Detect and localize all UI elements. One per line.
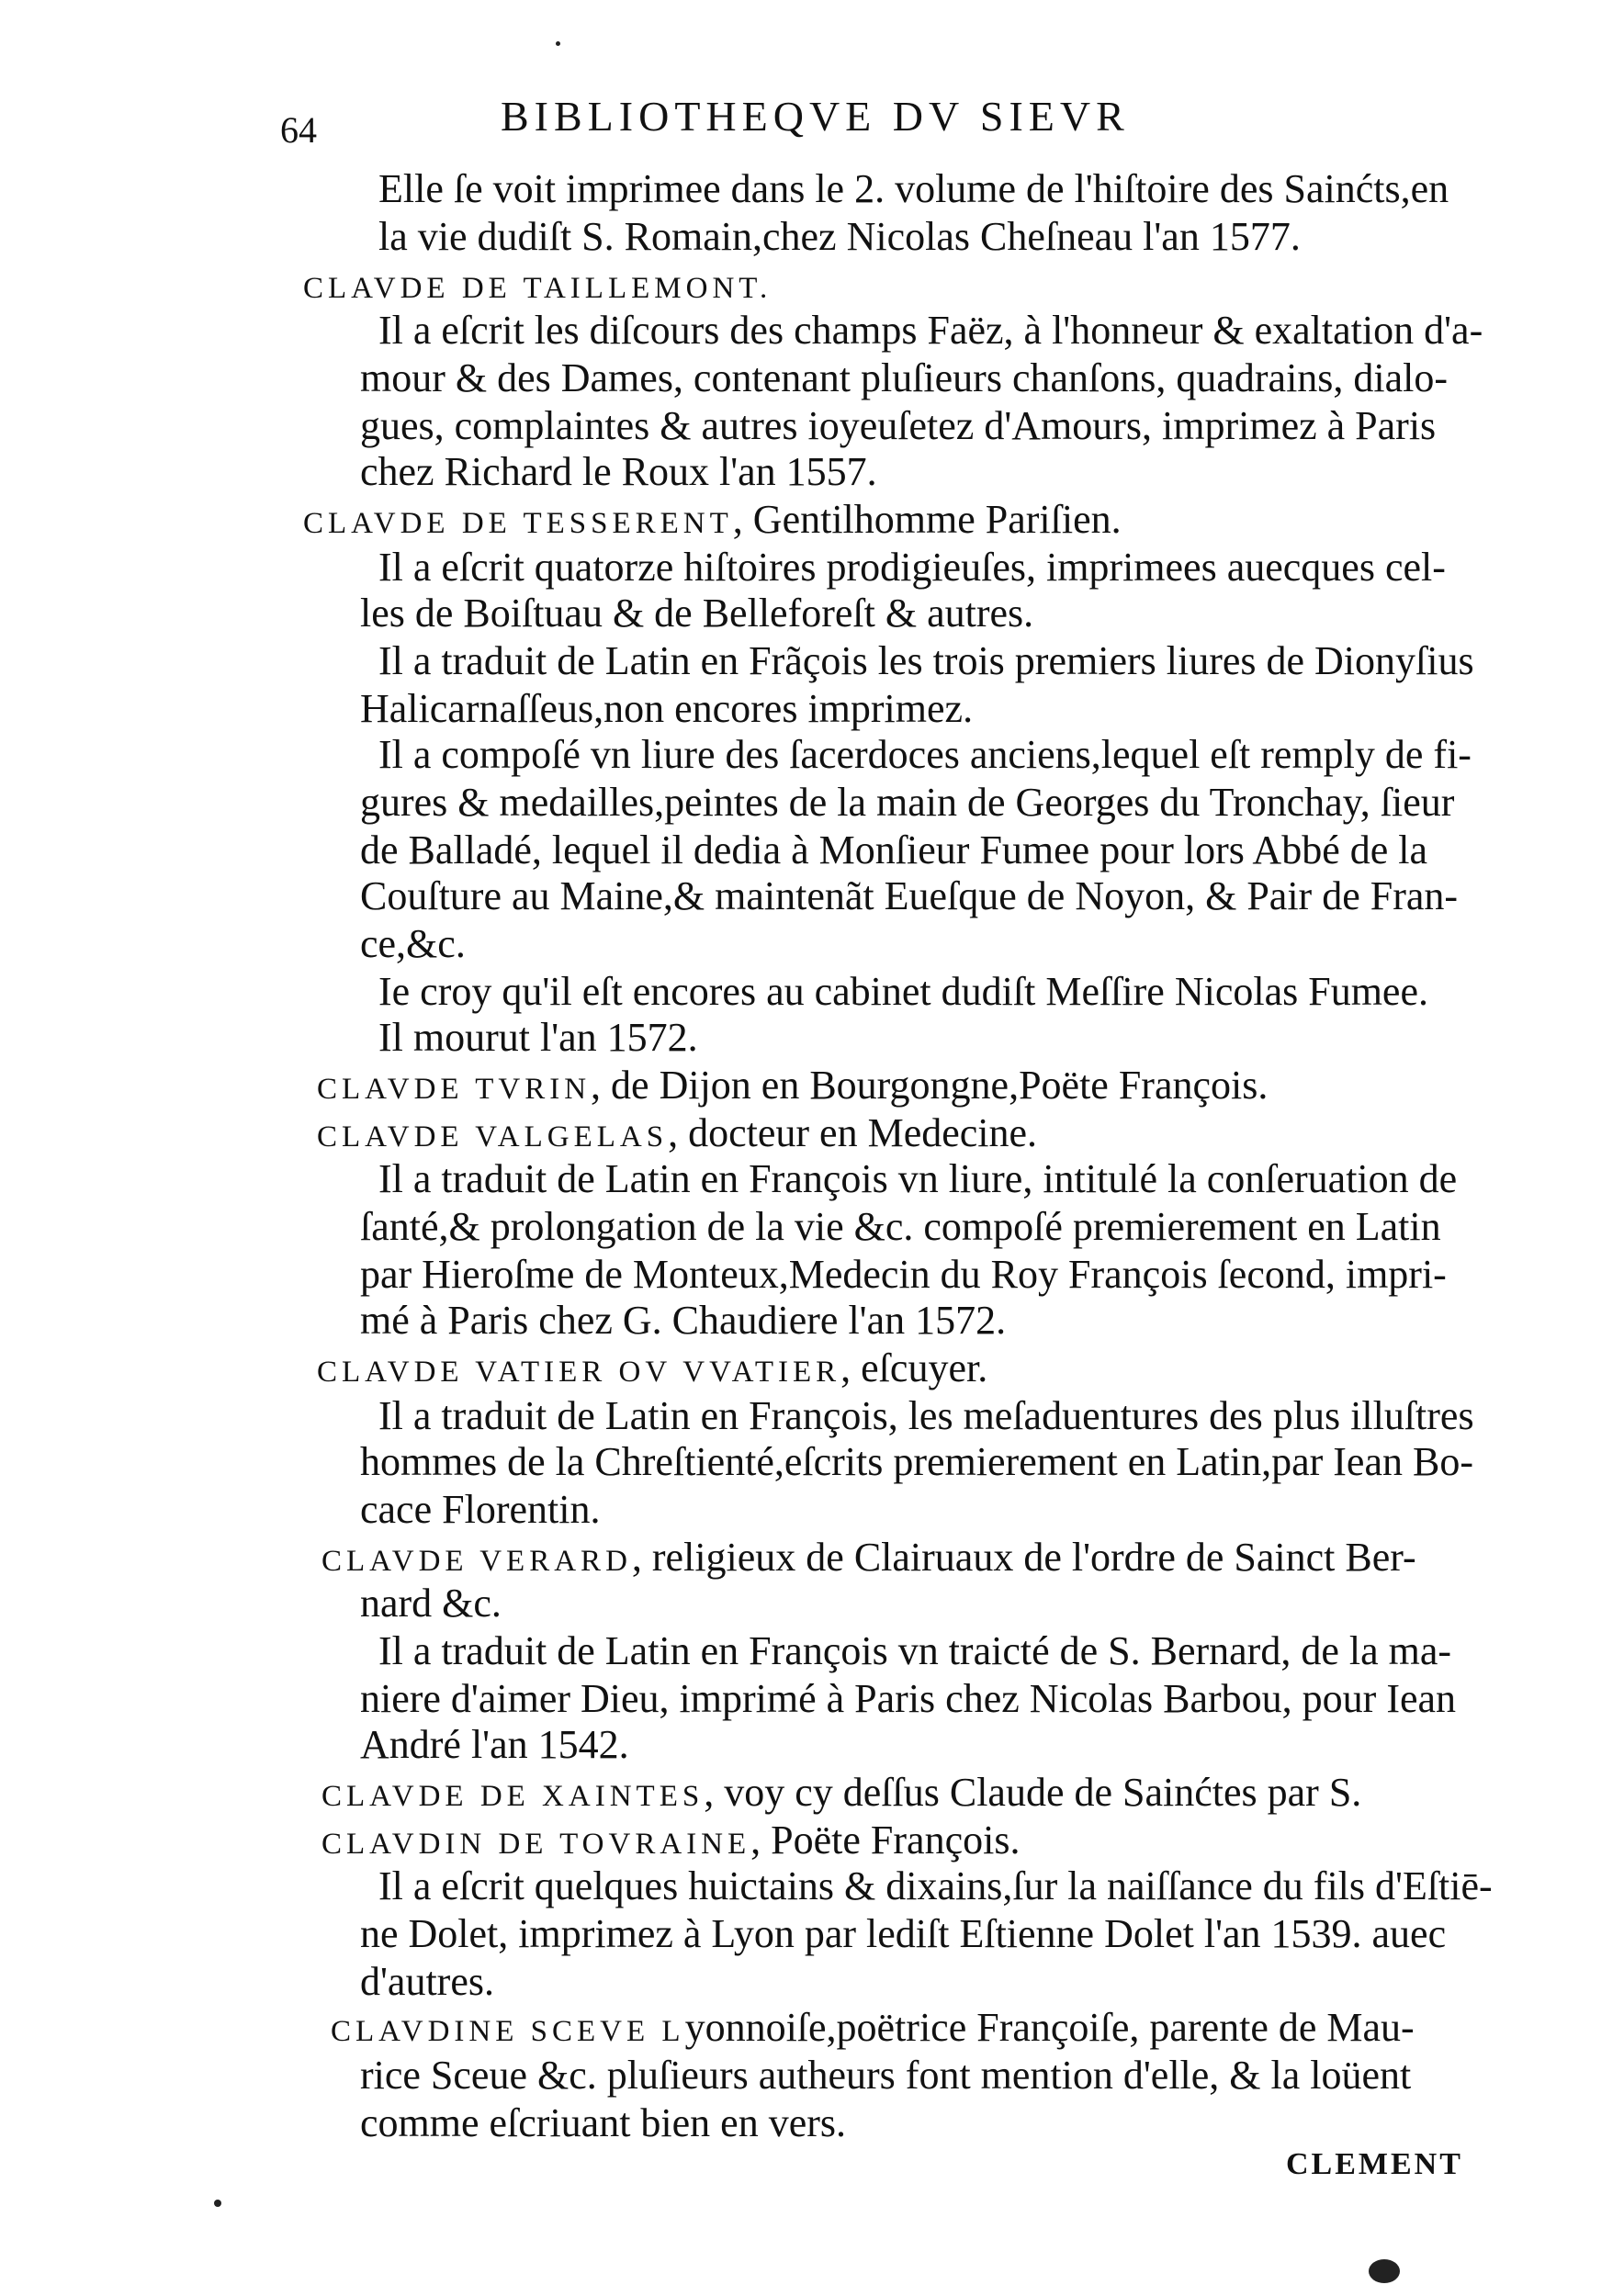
entry-name: CLAVDE VATIER OV VVATIER — [317, 1356, 841, 1389]
entry-description: . — [759, 272, 773, 305]
entry-description: , Poëte François. — [750, 1818, 1021, 1863]
text-line: ne Dolet, imprimez à Lyon par lediſt Eſtienne Dolet l'an 1539. auec — [360, 1911, 1447, 1956]
text-line: hommes de la Chreſtienté,eſcrits premierement en Latin,par Iean Bo- — [360, 1439, 1473, 1484]
entry-name: CLAVDE TVRIN — [317, 1073, 592, 1106]
text-line: gues, complaintes & autres ioyeuſetez d'Amours, imprimez à Paris — [360, 403, 1437, 448]
entry-description: , eſcuyer. — [840, 1345, 988, 1390]
text-line: niere d'aimer Dieu, imprimé à Paris chez Nicolas Barbou, pour Iean — [360, 1676, 1457, 1721]
ink-speck — [214, 2200, 221, 2207]
entry-name: CLAVDE VERARD — [321, 1545, 632, 1578]
entry-description: , docteur en Medecine. — [668, 1110, 1038, 1155]
entry-heading — [303, 261, 772, 312]
text-line: nard &c. — [360, 1581, 502, 1626]
text-line: Il mourut l'an 1572. — [378, 1015, 698, 1060]
entry-name: CLAVDE DE TESSERENT — [303, 507, 733, 540]
text-line: Il a eſcrit quatorze hiſtoires prodigieuſes, imprimees auecques cel- — [378, 545, 1446, 590]
entry-heading — [321, 1769, 1361, 1820]
entry-heading — [317, 1109, 1037, 1161]
text-line: rice Sceue &c. pluſieurs autheurs font mention d'elle, & la loüent — [360, 2053, 1412, 2098]
running-title: BIBLIOTHEQVE DV SIEVR — [501, 93, 1130, 140]
entry-heading — [317, 1345, 987, 1396]
text-line: Il a eſcrit les diſcours des champs Faëz, à l'honneur & exaltation d'a- — [378, 308, 1483, 353]
text-line: la vie dudiſt S. Romain,chez Nicolas Cheſneau l'an 1577. — [378, 214, 1301, 259]
entry-heading — [317, 1062, 1268, 1113]
text-line: gures & medailles,peintes de la main de Georges du Tronchay, ſieur — [360, 780, 1455, 825]
entry-name: CLAVDE DE XAINTES — [321, 1780, 705, 1813]
ink-speck — [556, 41, 560, 46]
entry-heading — [321, 1817, 1020, 1868]
text-line: Il a compoſé vn liure des ſacerdoces anciens,lequel eſt remply de fi- — [378, 732, 1472, 777]
text-line: mé à Paris chez G. Chaudiere l'an 1572. — [360, 1298, 1007, 1343]
text-line: d'autres. — [360, 1959, 494, 2004]
entry-heading — [321, 1534, 1416, 1585]
text-line: ce,&c. — [360, 921, 466, 966]
text-line: cace Florentin. — [360, 1487, 601, 1532]
catchword: CLEMENT — [1286, 2147, 1463, 2181]
text-line: par Hieroſme de Monteux,Medecin du Roy François ſecond, impri- — [360, 1252, 1447, 1297]
text-line: Il a traduit de Latin en Frãçois les trois premiers liures de Dionyſius — [378, 638, 1474, 683]
text-line: André l'an 1542. — [360, 1722, 629, 1767]
entry-description: , Gentilhomme Pariſien. — [732, 497, 1122, 542]
text-line: Elle ſe voit imprimee dans le 2. volume de l'hiſtoire des Sainćts,en — [378, 166, 1449, 211]
entry-heading — [331, 2004, 1415, 2055]
text-line: Ie croy qu'il eſt encores au cabinet dudiſt Meſſire Nicolas Fumee. — [378, 969, 1428, 1014]
entry-name: CLAVDINE SCEVE L — [331, 2015, 685, 2048]
entry-name: CLAVDE DE TAILLEMONT — [303, 272, 760, 305]
text-line: ſanté,& prolongation de la vie &c. compoſé premierement en Latin — [360, 1204, 1441, 1249]
running-head — [280, 92, 1456, 156]
ink-blot — [1369, 2259, 1400, 2283]
page-number: 64 — [280, 109, 317, 151]
text-line: Il a eſcrit quelques huictains & dixains,ſur la naiſſance du fils d'Eſtiē- — [378, 1863, 1493, 1908]
entry-description: , de Dijon en Bourgongne,Poëte François. — [591, 1063, 1269, 1108]
text-line: de Balladé, lequel il dedia à Monſieur Fumee pour lors Abbé de la — [360, 827, 1428, 872]
entry-name: CLAVDE VALGELAS — [317, 1120, 669, 1154]
entry-description: , voy cy deſſus Claude de Sainćtes par S. — [704, 1770, 1362, 1815]
text-line: mour & des Dames, contenant pluſieurs chanſons, quadrains, dialo- — [360, 355, 1449, 400]
text-line: Il a traduit de Latin en François, les meſaduentures des plus illuſtres — [378, 1393, 1474, 1438]
text-line: comme eſcriuant bien en vers. — [360, 2100, 847, 2145]
text-line: Il a traduit de Latin en François vn traicté de S. Bernard, de la ma- — [378, 1628, 1452, 1673]
entry-description: , religieux de Clairuaux de l'ordre de Sainct Ber- — [631, 1535, 1416, 1580]
text-line: Couſture au Maine,& maintenãt Eueſque de Noyon, & Pair de Fran- — [360, 873, 1459, 918]
entry-name: CLAVDIN DE TOVRAINE — [321, 1828, 751, 1861]
text-line: chez Richard le Roux l'an 1557. — [360, 449, 877, 494]
entry-heading — [303, 496, 1122, 547]
text-line: Il a traduit de Latin en François vn liure, intitulé la conſeruation de — [378, 1156, 1458, 1201]
text-line: Halicarnaſſeus,non encores imprimez. — [360, 686, 974, 731]
text-line: les de Boiſtuau & de Belleforeſt & autres. — [360, 591, 1034, 636]
entry-description: yonnoiſe,poëtrice Françoiſe, parente de Mau- — [684, 2005, 1415, 2050]
